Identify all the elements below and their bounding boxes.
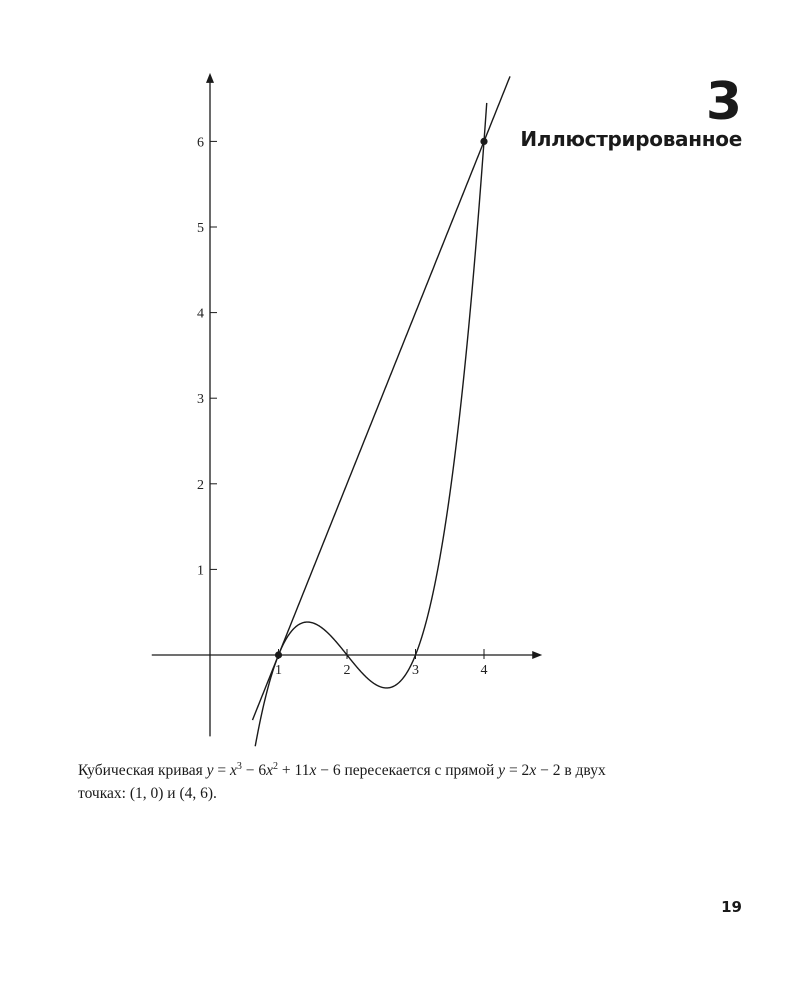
ticks — [197, 135, 488, 678]
intersection-point — [480, 138, 487, 145]
x-axis-arrow — [532, 651, 542, 659]
x-tick-label: 4 — [480, 663, 488, 678]
page-number: 19 — [721, 898, 742, 916]
y-tick-label: 6 — [197, 135, 204, 151]
chapter-title: Иллюстрированное — [520, 127, 742, 151]
chapter-number: 3 — [705, 72, 742, 132]
line-curve — [252, 76, 510, 720]
x-tick-label: 2 — [343, 663, 351, 678]
x-tick-label: 3 — [412, 663, 419, 678]
curves — [252, 76, 510, 746]
y-tick-label: 4 — [197, 306, 204, 322]
x-tick-label: 1 — [275, 663, 282, 678]
intersection-point — [275, 651, 282, 658]
y-tick-label: 1 — [197, 563, 204, 579]
axes — [152, 73, 542, 736]
y-tick-label: 2 — [197, 477, 204, 493]
figure-caption: Кубическая кривая $y = x^3 - 6x^2 + 11x - 6$ пересекается с прямой y = 2x − 2 в двух точках: (1, 0) и (4, 6). — [78, 760, 606, 802]
y-tick-label: 3 — [197, 392, 204, 408]
y-axis-arrow — [206, 73, 214, 83]
y-tick-label: 5 — [197, 221, 204, 236]
